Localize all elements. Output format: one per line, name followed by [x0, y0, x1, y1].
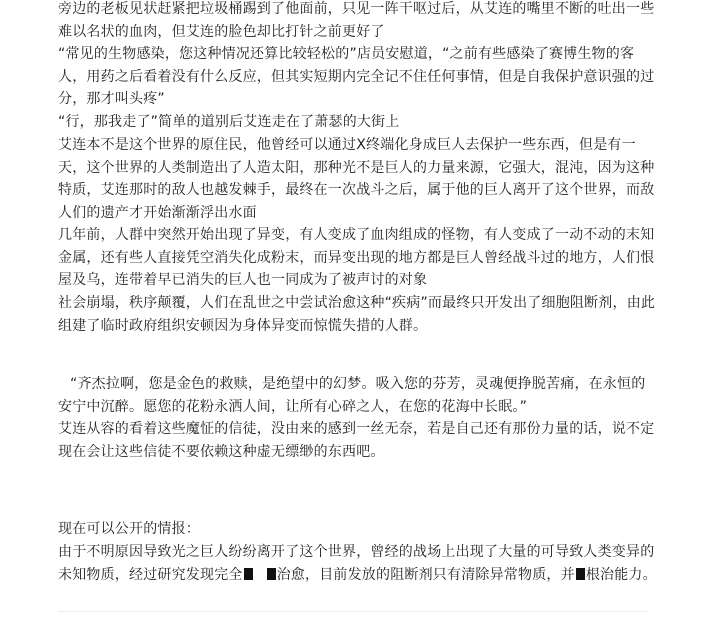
redaction-block [244, 568, 253, 580]
paragraph-2: “常见的生物感染，您这种情况还算比较轻松的”店员安慰道，“之前有些感染了赛博生物的客人，用药之后看着没有什么反应，但其实短期内完全记不住任何事情，但是自我保护意识强的过分，那才叫头疼” [58, 46, 655, 108]
intel-body [58, 541, 658, 586]
intel-part-3: 根治能力。 [585, 566, 657, 583]
redaction-block [576, 568, 585, 580]
prayer-text: “齐杰拉啊，您是金色的救赎，是绝望中的幻梦。吸入您的芬芳，灵魂便挣脱苦痛，在永恒的安宁中沉醉。愿您的花粉永洒人间，让所有心碎之人，在您的花海中长眠。” [58, 376, 646, 415]
intel-heading: 现在可以公开的情报： [58, 521, 200, 537]
paragraph-8: 艾连从容的看着这些魔怔的信徒，没由来的感到一丝无奈，若是自己还有那份力量的话，说不定现在会让这些信徒不要依赖这种虚无缥缈的东西吧。 [58, 421, 655, 460]
prayer-quote [58, 373, 658, 418]
paragraph-4: 艾连本不是这个世界的原住民，他曾经可以通过X终端化身成巨人去保护一些东西，但是有一天，这个世界的人类制造出了人造太阳，那种光不是巨人的力量来源，它强大，混沌，因为这种特质，艾连那时的敌人也越发棘手，最终在一次战斗之后，属于他的巨人离开了这个世界，而敌人们的遗产才开始渐渐浮出水面 [58, 137, 655, 221]
redaction-block [267, 568, 276, 580]
paragraph-3: “行，那我走了”简单的道别后艾连走在了萧瑟的大街上 [58, 114, 400, 130]
intel-part-1: 由于不明原因导致光之巨人纷纷离开了这个世界，曾经的战场上出现了大量的可导致人类变异的未知物质，经过研究发现完全 [58, 544, 655, 583]
intel-part-2: 治愈，目前发放的阻断剂只有清除异常物质，并 [276, 566, 575, 583]
paragraph-6: 社会崩塌，秩序颠覆，人们在乱世之中尝试治愈这种“疾病”而最终只开发出了细胞阻断剂，由此组建了临时政府组织安顿因为身体异变而惊慌失措的人群。 [58, 295, 656, 334]
paragraph-5: 几年前，人群中突然开始出现了异变，有人变成了血肉组成的怪物，有人变成了一动不动的末知金属，还有些人直接凭空消失化成粉末，而异变出现的地方都是巨人曾经战斗过的地方，人们恨屋及乌，连带着早已消失的巨人也一同成为了被声讨的对象 [58, 227, 655, 289]
bottom-divider [58, 611, 648, 612]
paragraph-1: 旁边的老板见状赶紧把垃圾桶踢到了他面前，只见一阵干呕过后，从艾连的嘴里不断的吐出一些难以名状的血肉，但艾连的脸色却比打针之前更好了 [58, 1, 655, 40]
